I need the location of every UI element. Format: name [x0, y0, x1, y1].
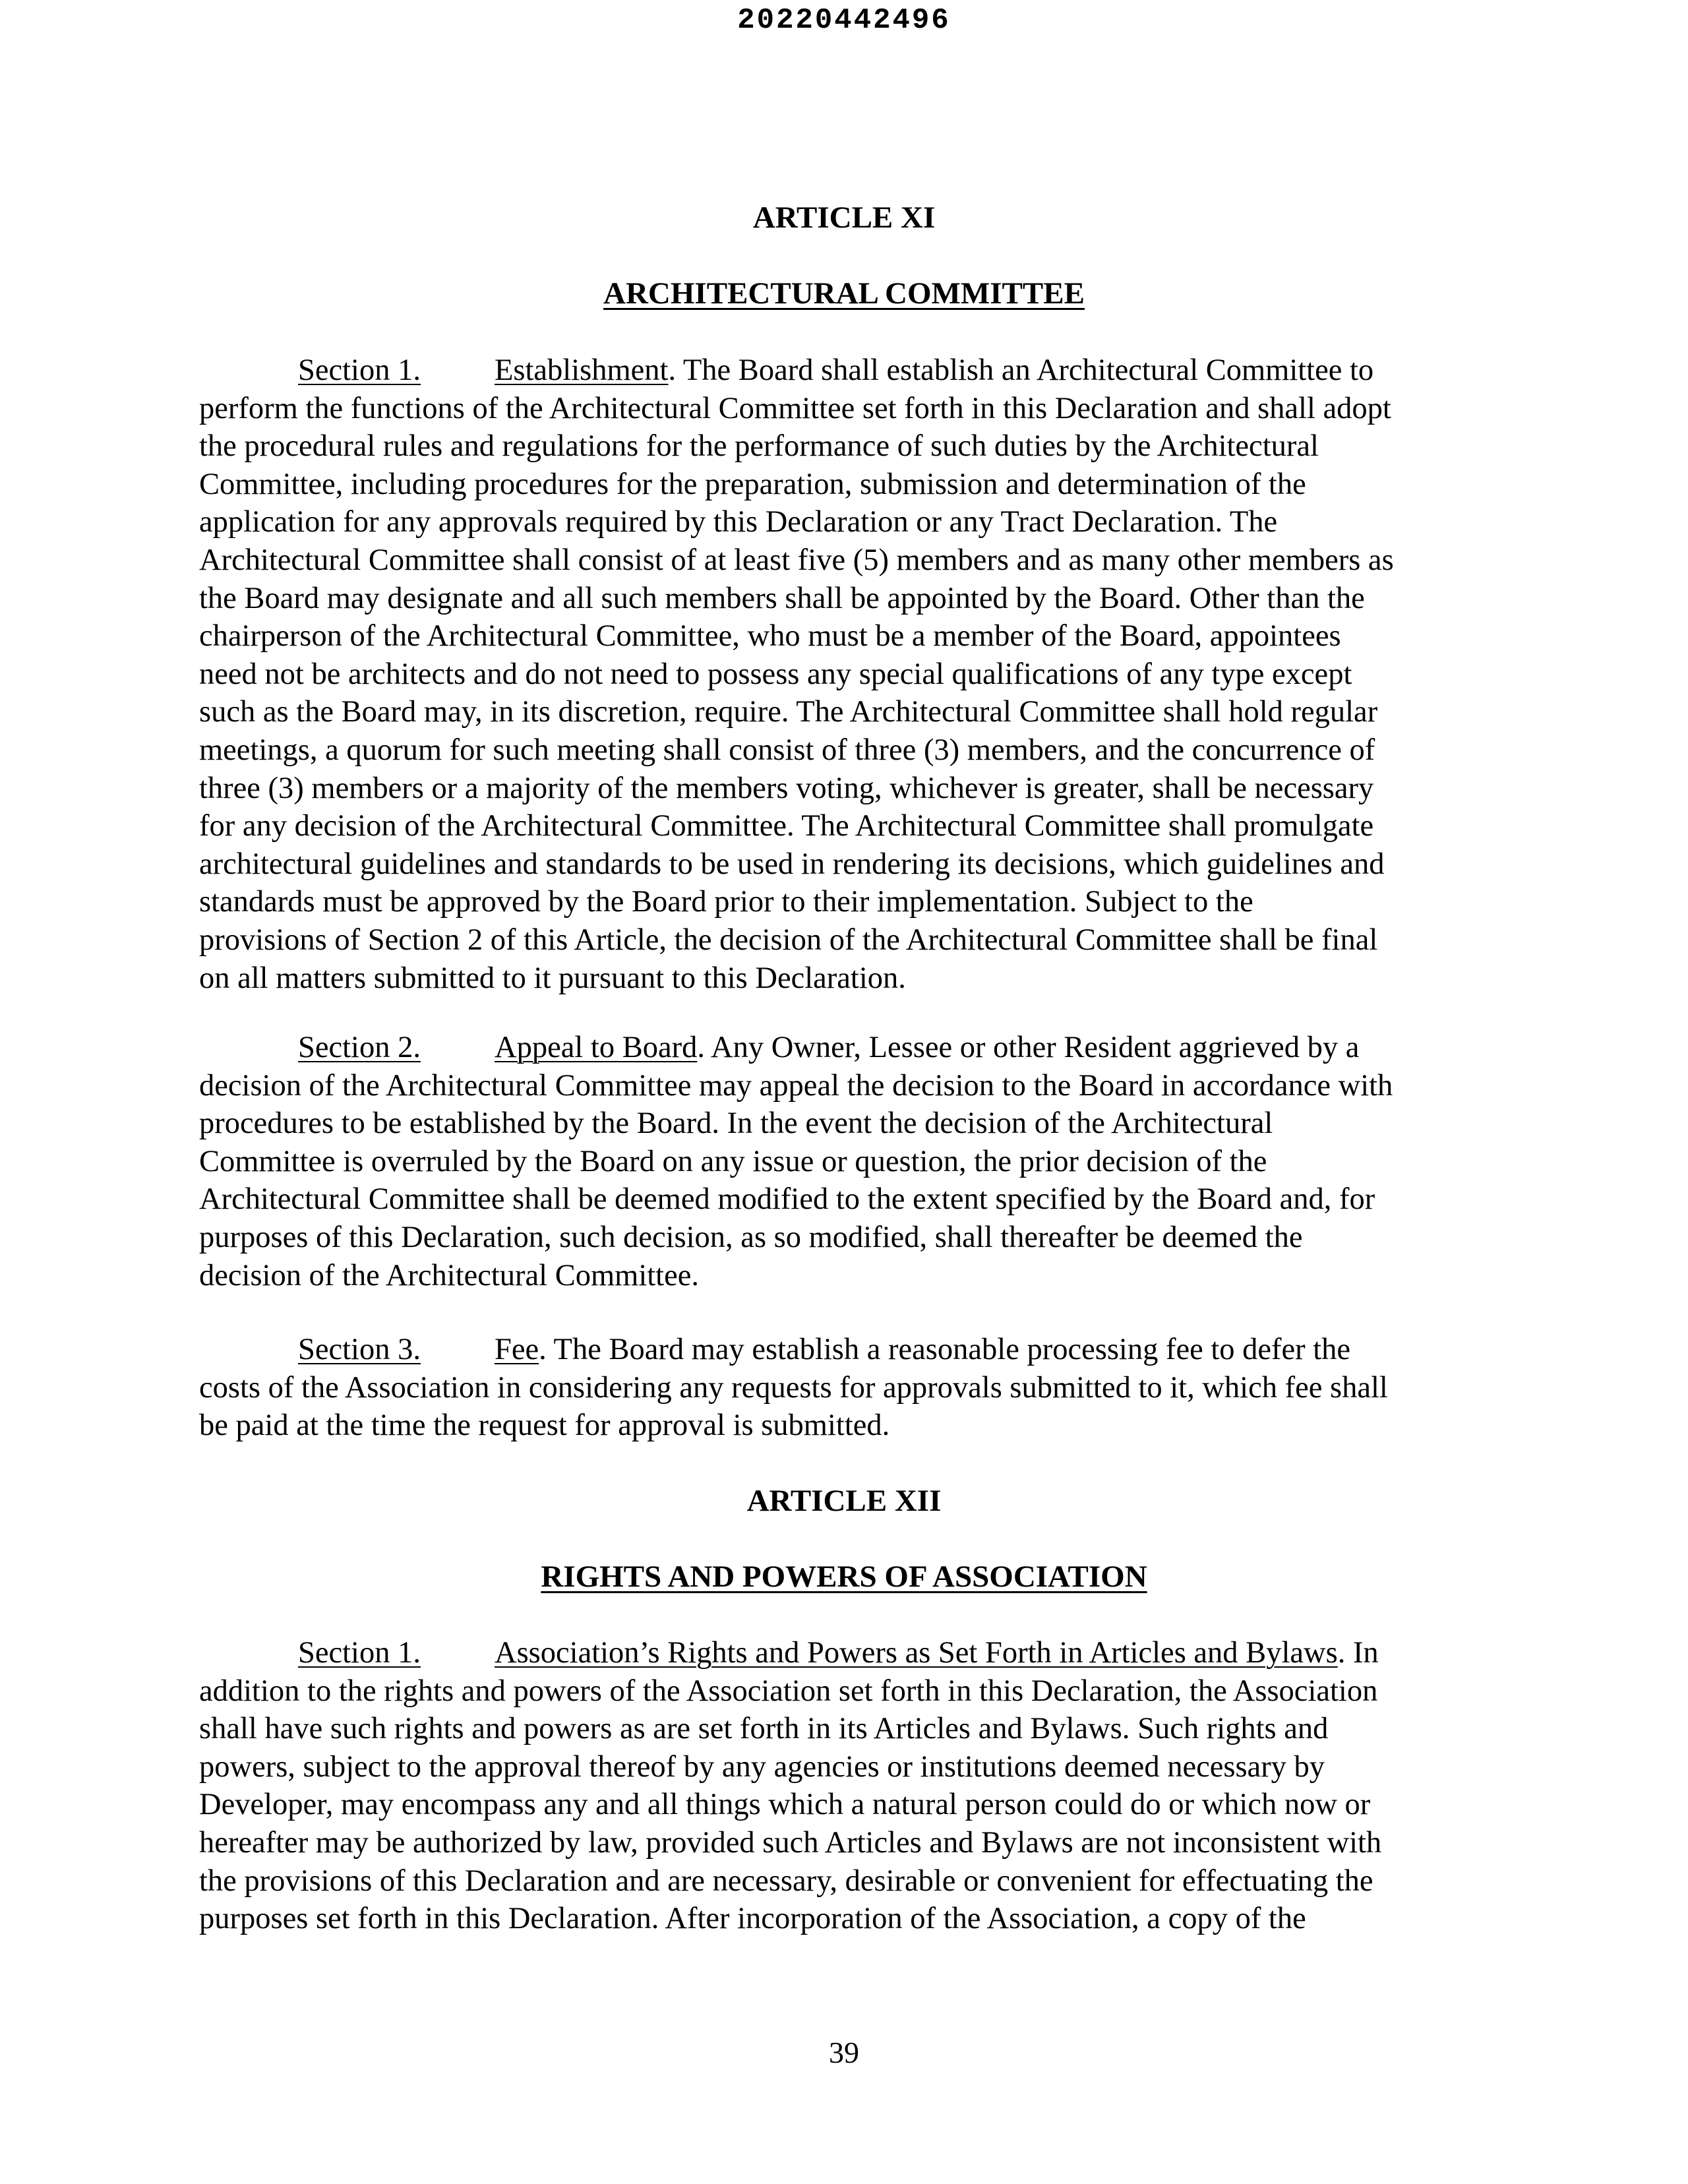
- paragraph-line: purposes of this Declaration, such decision, as so modified, shall thereafter be deemed the: [199, 1220, 1303, 1254]
- paragraph-line: need not be architects and do not need to possess any special qualifications of any type except: [199, 657, 1352, 691]
- paragraph-line: Architectural Committee shall be deemed modified to the extent specified by the Board and, for: [199, 1182, 1375, 1217]
- paragraph-line: Committee is overruled by the Board on any issue or question, the prior decision of the: [199, 1144, 1267, 1178]
- section-text: . In: [1337, 1636, 1379, 1670]
- section-text: . The Board may establish a reasonable processing fee to defer the: [539, 1333, 1351, 1366]
- section-number: Section 1.: [298, 353, 421, 387]
- section-number: Section 3.: [298, 1333, 421, 1366]
- section-title: Establishment: [495, 353, 669, 387]
- paragraph-line: Architectural Committee shall consist of at least five (5) members and as many other members as: [199, 543, 1394, 577]
- article-xii-title: ARTICLE XII: [746, 1484, 942, 1518]
- section-number: Section 1.: [298, 1636, 421, 1670]
- paragraph-line: the provisions of this Declaration and are necessary, desirable or convenient for effectuating the: [199, 1864, 1373, 1898]
- article-xii-section-1: [199, 1634, 1492, 1938]
- paragraph-line: Committee, including procedures for the preparation, submission and determination of the: [199, 467, 1306, 501]
- paragraph-line: shall have such rights and powers as are set forth in its Articles and Bylaws. Such rights and: [199, 1712, 1329, 1746]
- section-first-line: [199, 1331, 1492, 1369]
- section-title: Fee: [495, 1333, 539, 1366]
- section-text: . Any Owner, Lessee or other Resident aggrieved by a: [697, 1031, 1360, 1064]
- paragraph-line: perform the functions of the Architectural Committee set forth in this Declaration and shall adopt: [199, 391, 1391, 425]
- paragraph-line: procedures to be established by the Board. In the event the decision of the Architectural: [199, 1107, 1273, 1141]
- paragraph-line: costs of the Association in considering any requests for approvals submitted to it, which fee shall: [199, 1370, 1388, 1405]
- paragraph-line: the Board may designate and all such members shall be appointed by the Board. Other than the: [199, 581, 1365, 615]
- paragraph-line: powers, subject to the approval thereof by any agencies or institutions deemed necessary by: [199, 1749, 1325, 1784]
- paragraph-line: chairperson of the Architectural Committee, who must be a member of the Board, appointees: [199, 619, 1341, 653]
- article-xi-section-3: [199, 1331, 1492, 1445]
- paragraph-line: such as the Board may, in its discretion, require. The Architectural Committee shall hold regular: [199, 695, 1378, 729]
- paragraph-line: provisions of Section 2 of this Article, the decision of the Architectural Committee shall be final: [199, 923, 1378, 957]
- paragraph-line: meetings, a quorum for such meeting shall consist of three (3) members, and the concurrence of: [199, 733, 1375, 767]
- paragraph-line: for any decision of the Architectural Committee. The Architectural Committee shall promulgate: [199, 809, 1374, 843]
- paragraph-line: decision of the Architectural Committee.: [199, 1258, 699, 1292]
- section-text: . The Board shall establish an Architectural Committee to: [668, 353, 1374, 387]
- paragraph-line: standards must be approved by the Board prior to their implementation. Subject to the: [199, 885, 1253, 919]
- paragraph-line: architectural guidelines and standards to be used in rendering its decisions, which guidelines and: [199, 847, 1385, 881]
- section-title: Association’s Rights and Powers as Set Forth in Articles and Bylaws: [495, 1636, 1338, 1670]
- section-first-line: [199, 1029, 1492, 1067]
- article-xi-title: ARTICLE XI: [752, 200, 936, 235]
- article-xii-subtitle: RIGHTS AND POWERS OF ASSOCIATION: [541, 1560, 1147, 1594]
- section-title: Appeal to Board: [495, 1031, 698, 1064]
- paragraph-line: hereafter may be authorized by law, provided such Articles and Bylaws are not inconsistent with: [199, 1825, 1382, 1860]
- paragraph-line: purposes set forth in this Declaration. After incorporation of the Association, a copy of the: [199, 1902, 1306, 1936]
- page-number: 39: [829, 2036, 859, 2069]
- section-first-line: [199, 1634, 1492, 1672]
- article-xi-subtitle: ARCHITECTURAL COMMITTEE: [603, 276, 1085, 311]
- paragraph-line: three (3) members or a majority of the members voting, whichever is greater, shall be necessary: [199, 771, 1374, 805]
- paragraph-line: the procedural rules and regulations for the performance of such duties by the Architectural: [199, 429, 1319, 464]
- article-xi-section-1: [199, 351, 1492, 997]
- paragraph-line: application for any approvals required by this Declaration or any Tract Declaration. The: [199, 505, 1278, 539]
- paragraph-line: decision of the Architectural Committee may appeal the decision to the Board in accordance with: [199, 1068, 1393, 1103]
- paragraph-line: on all matters submitted to it pursuant to this Declaration.: [199, 961, 906, 995]
- paragraph-line: Developer, may encompass any and all things which a natural person could do or which now or: [199, 1788, 1371, 1822]
- section-number: Section 2.: [298, 1031, 421, 1064]
- paragraph-line: addition to the rights and powers of the Association set forth in this Declaration, the Association: [199, 1674, 1378, 1708]
- document-number: 20220442496: [737, 4, 951, 37]
- section-first-line: [199, 351, 1492, 390]
- paragraph-line: be paid at the time the request for approval is submitted.: [199, 1409, 890, 1443]
- article-xi-section-2: [199, 1029, 1492, 1294]
